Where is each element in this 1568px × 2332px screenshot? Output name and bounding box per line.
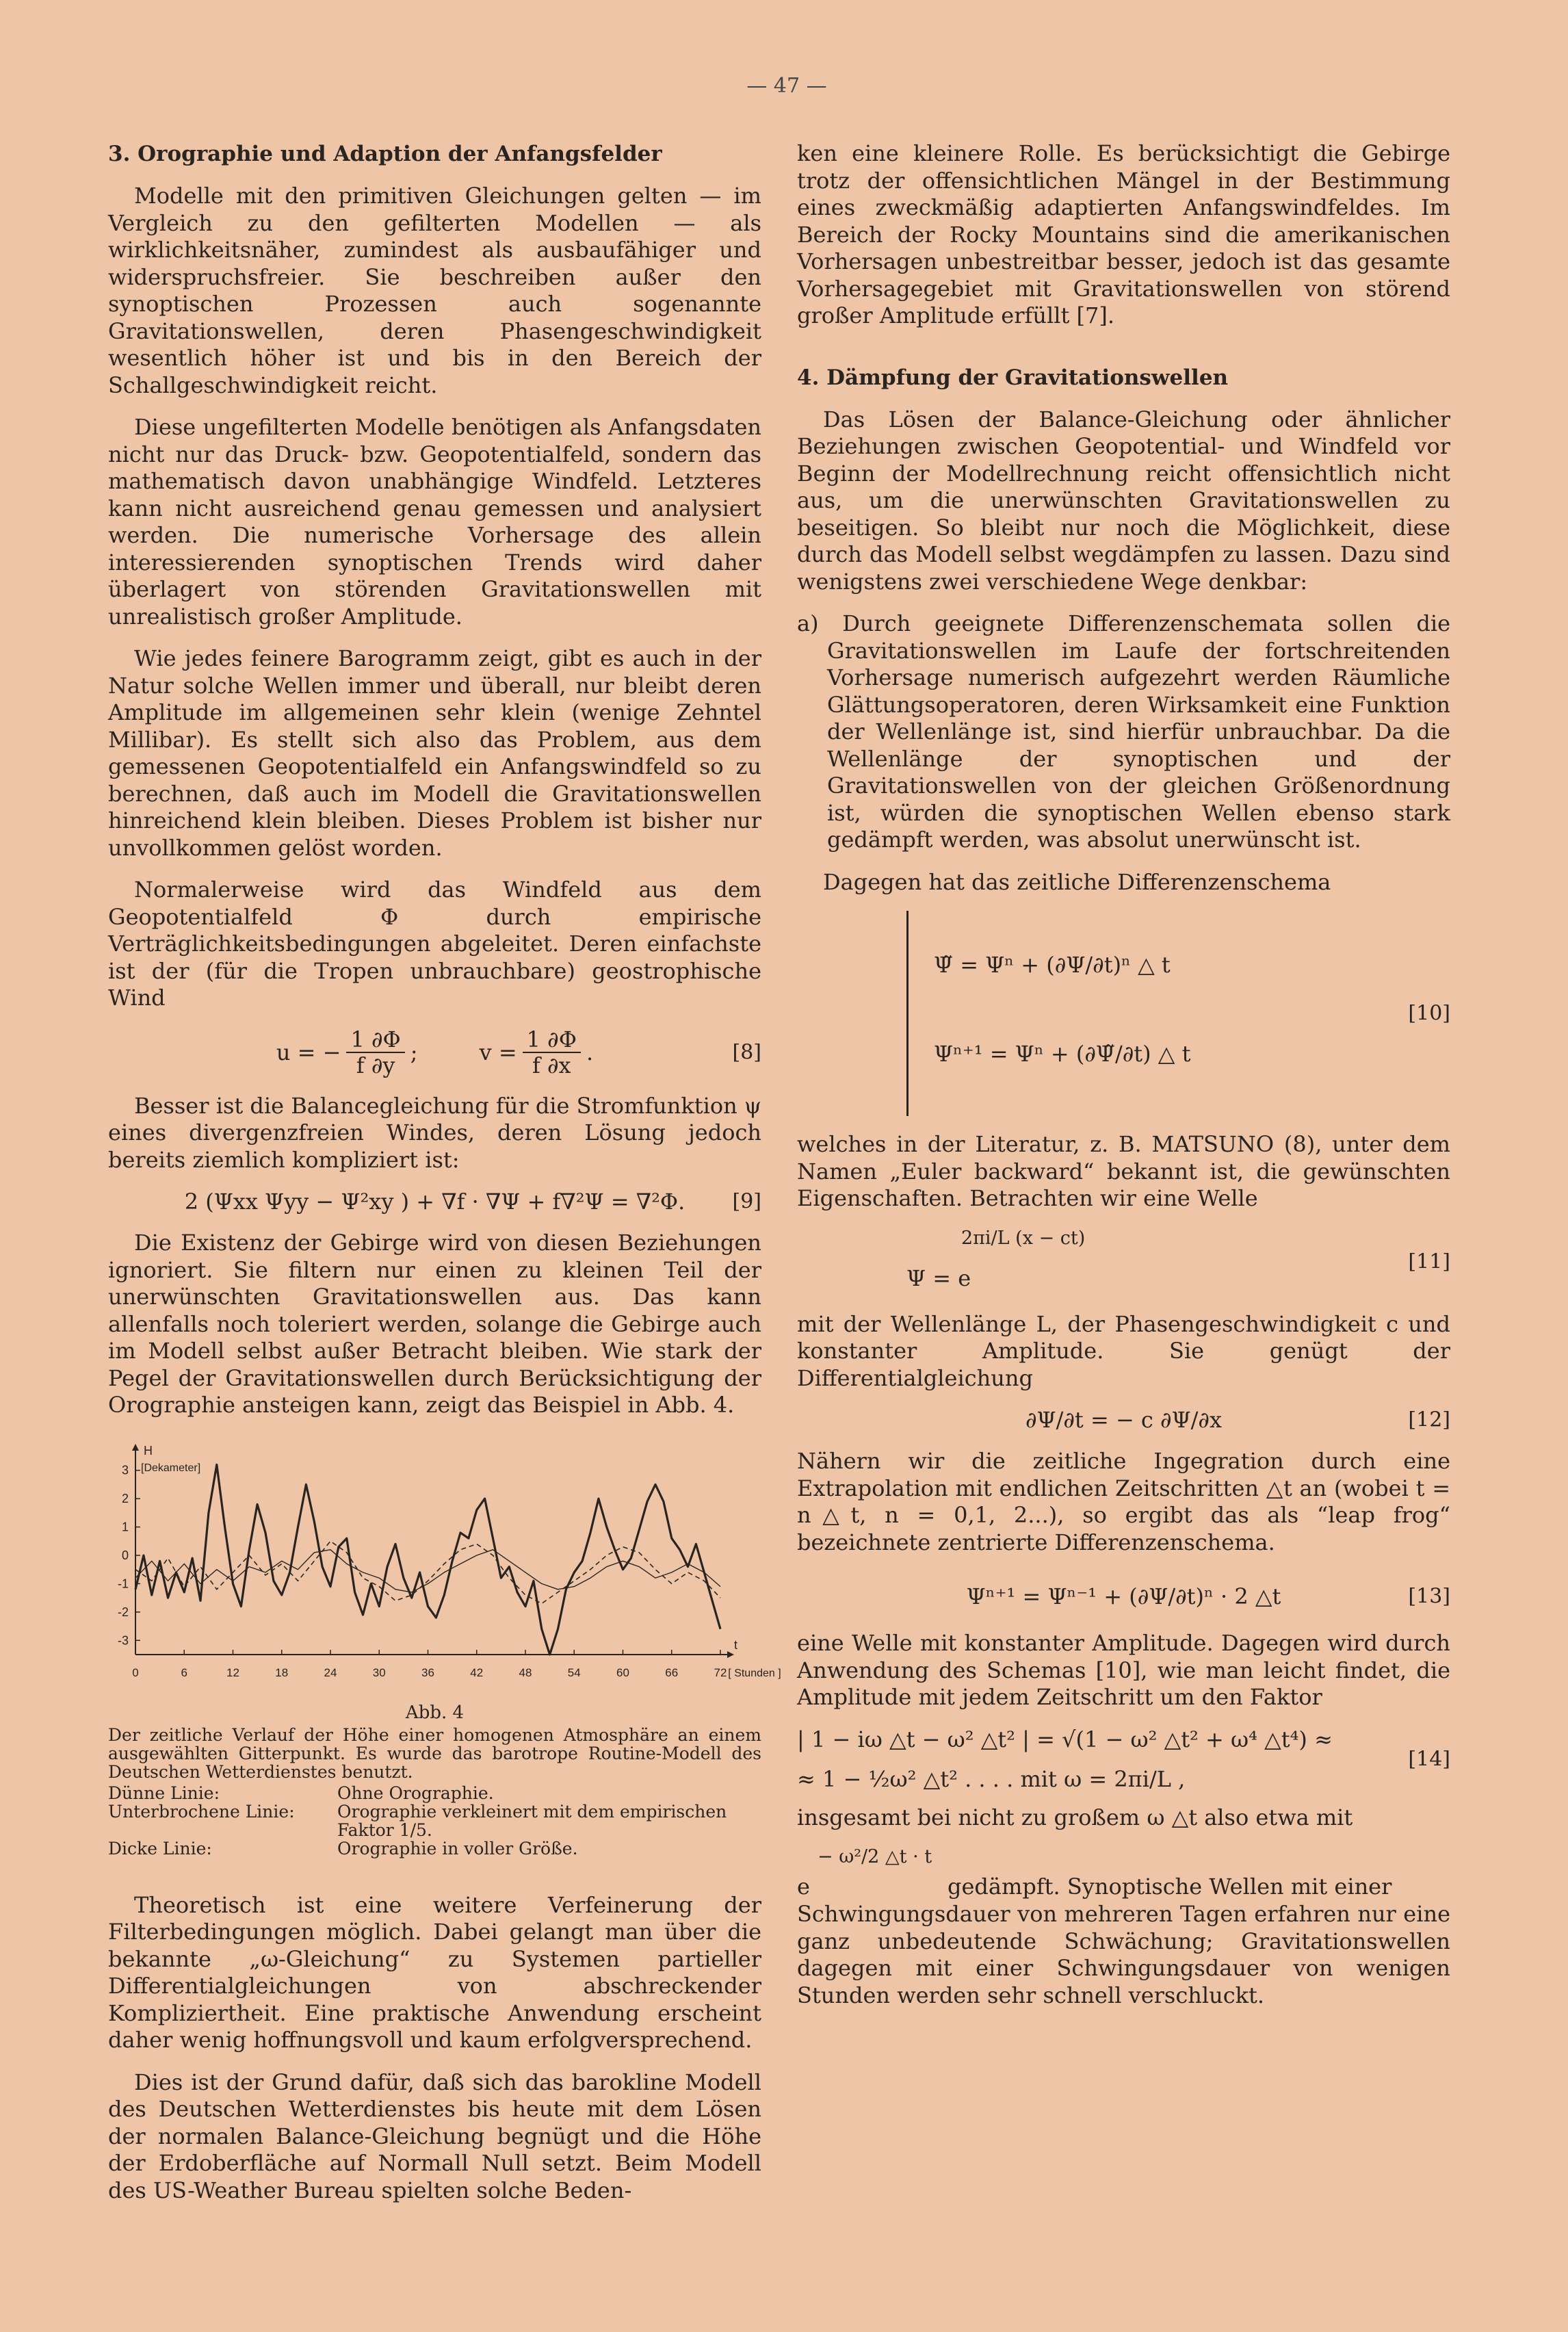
equation-11 [797, 1228, 1450, 1296]
eq8-v: v = [479, 1039, 517, 1065]
paragraph: insgesamt bei nicht zu großem ω △t also etwa mit [797, 1804, 1353, 1830]
paragraph-fragment: gedämpft. Synoptische Wellen mit einer [948, 1874, 1392, 1900]
paragraph: Normalerweise wird das Windfeld aus dem Geopotentialfeld Φ durch empirische Verträglichkeitsbedingungen abgeleitet. Deren einfachste ist der (für die Tropen unbrauchbare) geostrophische Wind [108, 877, 761, 1011]
x-tick-label: 0 [132, 1666, 139, 1679]
eq11-base: Ψ = e [906, 1265, 971, 1291]
paragraph: Das Lösen der Balance-Gleichung oder ähnlicher Beziehungen zwischen Geopotential- und Windfeld vor Beginn der Modellrechnung reicht offensichtlich nicht aus, um die unerwünschten Gravitationswellen zu beseitigen. So bleibt nur noch die Möglichkeit, diese durch das Modell selbst wegdämpfen zu lassen. Dazu sind wenigstens zwei verschiedene Wege denkbar: [797, 406, 1450, 595]
list-item-a: a) Durch geeignete Differenzenschemata sollen die Gravitationswellen im Laufe der fortschreitenden Vorhersage numerisch aufgezehrt werden Räumliche Glättungsoperatoren, deren Wirksamkeit eine Funktion der Wellenlänge ist, sind hierfür unbrauchbar. Da die Wellenlänge der synoptischen und der Gravitationswellen von der gleichen Größenordnung ist, würden die synoptischen Wellen ebenso stark gedämpft werden, was absolut unerwünscht ist. [797, 610, 1450, 853]
x-tick-label: 6 [181, 1666, 187, 1679]
equation-number: [12] [1408, 1408, 1450, 1432]
x-axis-unit: [ Stunden ] [728, 1667, 781, 1679]
eq12-body: ∂Ψ/∂t = − c ∂Ψ/∂x [1025, 1407, 1222, 1433]
equation-15 [797, 1846, 1450, 1901]
equation-9 [108, 1189, 761, 1215]
paragraph: Wie jedes feinere Barogramm zeigt, gibt es auch in der Natur solche Wellen immer und überall, nur bleibt deren Amplitude im allgemeinen sehr klein (wenige Zehntel Millibar). Es stellt sich also das Problem, aus dem gemessenen Geopotentialfeld ein Anfangswindfeld so zu berechnen, daß auch im Modell die Gravitationswellen hinreichend klein bleiben. Dieses Problem ist bisher nur unvollkommen gelöst worden. [108, 645, 761, 861]
paragraph: mit der Wellenlänge L, der Phasengeschwindigkeit c und konstanter Amplitude. Sie genügt der Differentialgleichung [797, 1310, 1450, 1391]
x-tick-label: 48 [519, 1666, 532, 1679]
paragraph: ken eine kleinere Rolle. Es berücksichtigt die Gebirge trotz der offensichtlichen Mängel in der Bestimmung eines zweckmäßig adaptierten Anfangswindfeldes. Im Bereich der Rocky Mountains sind die amerikanischen Vorhersagen unbestreitbar besser, jedoch ist das gesamte Vorhersagegebiet mit Gravitationswellen von störend großer Amplitude erfüllt [7]. [797, 140, 1450, 328]
series-line-thick [135, 1464, 720, 1655]
equation-12 [797, 1407, 1450, 1433]
y-axis-arrow [132, 1444, 139, 1451]
y-axis-unit: [Dekameter] [141, 1462, 201, 1474]
eq8-fraction-1 [346, 1027, 404, 1078]
equation-8 [108, 1027, 761, 1078]
eq8-separator: ; [410, 1039, 418, 1065]
right-column [797, 140, 1450, 2024]
section-heading-4: 4. Dämpfung der Gravitationswellen [797, 365, 1229, 390]
y-tick-label: -2 [117, 1605, 129, 1619]
y-tick-label: 1 [121, 1520, 129, 1534]
paragraph: Dagegen hat das zeitliche Differenzenschema [823, 868, 1331, 895]
equation-number: [9] [732, 1189, 761, 1214]
eq10-line-1: Ψ̃ = Ψⁿ + (∂Ψ/∂t)ⁿ △ t [934, 952, 1171, 978]
equation-brace [906, 911, 918, 1116]
x-tick-label: 30 [372, 1666, 386, 1679]
y-tick-label: 2 [121, 1491, 129, 1505]
eq14-line-1: | 1 − iω △t − ω² △t² | = √(1 − ω² △t² + ω⁴ △t⁴) ≈ [797, 1726, 1333, 1752]
x-tick-label: 54 [567, 1666, 581, 1679]
equation-number: [11] [1408, 1249, 1450, 1273]
paragraph: eine Welle mit konstanter Amplitude. Dagegen wird durch Anwendung des Schemas [10], wie man leicht findet, die Amplitude mit jedem Zeitschritt um den Faktor [797, 1630, 1450, 1710]
left-column [108, 140, 781, 2219]
x-tick-label: 66 [665, 1666, 679, 1679]
eq9-body: 2 (Ψxx Ψyy − Ψ²xy ) + ∇f · ∇Ψ + f∇²Ψ = ∇²Φ. [184, 1189, 685, 1215]
eq13-body: Ψⁿ⁺¹ = Ψⁿ⁻¹ + (∂Ψ/∂t)ⁿ · 2 △t [966, 1583, 1281, 1609]
frac-denominator: f ∂y [356, 1052, 395, 1078]
frac-numerator: 1 ∂Φ [346, 1027, 404, 1053]
line-chart [108, 1442, 781, 1696]
legend-key: Unterbrochene Linie: [108, 1801, 295, 1822]
paragraph: Nähern wir die zeitliche Ingegration durch eine Extrapolation mit endlichen Zeitschritten △t an (wobei t = n△t, n = 0,1, 2...), so ergibt das als “leap frog“ bezeichnete zentrierte Differenzenschema. [797, 1448, 1450, 1555]
frac-denominator: f ∂x [532, 1052, 571, 1078]
paragraph: welches in der Literatur, z. B. MATSUNO (8), unter dem Namen „Euler backward“ bekannt ist, die gewünschten Eigenschaften. Betrachten wir eine Welle [797, 1131, 1450, 1211]
figure-4 [108, 1442, 781, 1858]
eq14-line-2: ≈ 1 − ½ω² △t² . . . . mit ω = 2πi/L , [797, 1765, 1186, 1792]
paragraph: Modelle mit den primitiven Gleichungen gelten — im Vergleich zu den gefilterten Modellen — als wirklichkeitsnäher, zumindest als ausbaufähiger und widerspruchsfreier. Sie beschreiben außer den synoptischen Prozessen auch sogenannte Gravitationswellen, deren Phasengeschwindigkeit wesentlich höher ist und bis in den Bereich der Schallgeschwindigkeit reicht. [108, 183, 761, 398]
equation-number: [10] [1408, 1001, 1450, 1026]
paragraph: Dies ist der Grund dafür, daß sich das barokline Modell des Deutschen Wetterdienstes bis heute mit dem Lösen der normalen Balance-Gleichung begnügt und die Höhe der Erdoberfläche auf Normall Null setzt. Beim Modell des US-Weather Bureau spielten solche Beden- [108, 2069, 761, 2203]
y-tick-label: 0 [121, 1548, 129, 1562]
x-tick-label: 36 [421, 1666, 434, 1679]
eq8-fraction-2 [523, 1027, 581, 1078]
section-heading-3: 3. Orographie und Adaption der Anfangsfelder [108, 142, 662, 166]
figure-caption: Der zeitliche Verlauf der Höhe einer homogenen Atmosphäre an einem ausgewählten Gitterpunkt. Es wurde das barotrope Routine-Modell des Deutschen Wetterdienstes benutzt. [108, 1724, 761, 1782]
eq15-exponent: − ω²/2 △t · t [818, 1846, 932, 1867]
legend-value: Orographie verkleinert mit dem empirischen Faktor 1/5. [337, 1801, 727, 1840]
y-tick-label: -3 [117, 1633, 129, 1647]
figure-title: Abb. 4 [405, 1702, 465, 1723]
eq11-exponent: 2πi/L (x − ct) [961, 1227, 1086, 1249]
equation-14 [797, 1726, 1450, 1792]
x-axis-label: t [734, 1637, 738, 1652]
frac-numerator: 1 ∂Φ [523, 1027, 581, 1053]
equation-13 [797, 1583, 1450, 1609]
paragraph: Diese ungefilterten Modelle benötigen als Anfangsdaten nicht nur das Druck- bzw. Geopotentialfeld, sondern das mathematisch davon unabhängige Windfeld. Letzteres kann nicht ausreichend genau gemessen und analysiert werden. Die numerische Vorhersage des allein interessierenden synoptischen Trends wird daher überlagert von störenden Gravitationswellen mit unrealistisch großer Amplitude. [108, 414, 761, 630]
y-axis-label: H [144, 1443, 153, 1458]
eq10-line-2: Ψⁿ⁺¹ = Ψⁿ + (∂Ψ̃/∂t) △ t [934, 1041, 1191, 1067]
paragraph: Die Existenz der Gebirge wird von diesen Beziehungen ignoriert. Sie filtern nur einen zu kleinen Teil der unerwünschten Gravitationswellen aus. Das kann allenfalls noch toleriert werden, solange die Gebirge auch im Modell selbst außer Betracht bleiben. Wie stark der Pegel der Gravitationswellen durch Berücksichtigung der Orographie ansteigen kann, zeigt das Beispiel in Abb. 4. [108, 1230, 761, 1418]
legend-value: Orographie in voller Größe. [337, 1838, 578, 1858]
legend-value: Ohne Orographie. [337, 1783, 494, 1803]
x-axis-arrow [727, 1651, 734, 1658]
paragraph: Theoretisch ist eine weitere Verfeinerung der Filterbedingungen möglich. Dabei gelangt man über die bekannte „ω-Gleichung“ zu Systemen partieller Differentialgleichungen von abschreckender Kompliziertheit. Eine praktische Anwendung erscheint daher wenig hoffnungsvoll und kaum erfolgversprechend. [108, 1891, 761, 2053]
x-tick-label: 60 [616, 1666, 629, 1679]
equation-number: [14] [1408, 1747, 1450, 1771]
x-tick-label: 18 [275, 1666, 289, 1679]
eq8-end: . [586, 1039, 594, 1065]
eq8-u: u = − [276, 1039, 341, 1065]
x-tick-label: 12 [226, 1666, 239, 1679]
equation-10 [797, 911, 1450, 1116]
paragraph: Schwingungsdauer von mehreren Tagen erfahren nur eine ganz unbedeutende Schwächung; Gravitationswellen dagegen mit einer Schwingungsdauer von wenigen Stunden werden sehr schnell verschluckt. [797, 1901, 1450, 2008]
x-tick-label: 72 [714, 1666, 727, 1679]
legend-key: Dicke Linie: [108, 1838, 212, 1858]
eq15-base: e [797, 1874, 810, 1900]
equation-number: [13] [1408, 1584, 1450, 1609]
y-tick-label: -1 [117, 1576, 129, 1590]
equation-number: [8] [732, 1040, 761, 1064]
y-tick-label: 3 [121, 1463, 129, 1477]
paragraph: Besser ist die Balancegleichung für die Stromfunktion ψ eines divergenzfreien Windes, deren Lösung jedoch bereits ziemlich kompliziert ist: [108, 1092, 762, 1173]
page-number: — 47 — [746, 74, 827, 98]
figure-legend [108, 1784, 761, 1858]
x-tick-label: 24 [324, 1666, 337, 1679]
legend-key: Dünne Linie: [108, 1783, 220, 1803]
x-tick-label: 42 [470, 1666, 484, 1679]
